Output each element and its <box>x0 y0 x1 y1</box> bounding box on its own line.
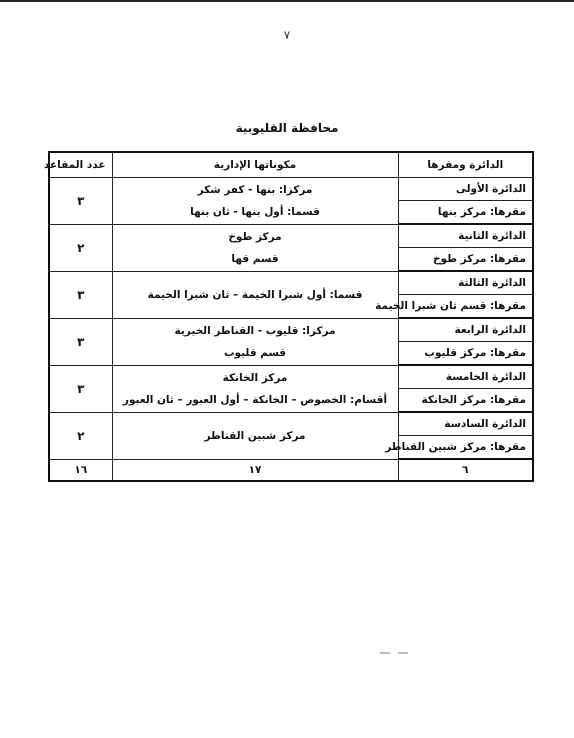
component-line: مركزا: قليوب - القناطر الخيرية <box>174 324 336 337</box>
seats-cell: ٢ <box>49 224 112 271</box>
components-cell <box>112 224 398 271</box>
total-circuits: ٦ <box>398 459 533 481</box>
total-components: ١٧ <box>112 459 398 481</box>
component-line: مركز الخانكة <box>222 371 288 384</box>
component-line: أقسام: الخصوص – الخانكة – أول العبور – ثان العبور <box>122 393 388 406</box>
component-line: مركز شبين القناطر <box>204 429 306 442</box>
seats-cell: ٢ <box>49 412 112 459</box>
circuit-name: الدائرة السادسة <box>398 412 533 436</box>
table-body <box>49 178 533 482</box>
circuit-seat: مقرها: مركز شبين القناطر <box>398 436 533 460</box>
scan-mark <box>398 652 408 654</box>
components-cell <box>112 271 398 318</box>
circuit-seat: مقرها: مركز بنها <box>398 201 533 225</box>
seats-cell: ٣ <box>49 365 112 412</box>
seats-cell: ٣ <box>49 318 112 365</box>
table-row <box>49 318 533 342</box>
components-cell <box>112 412 398 459</box>
seats-cell: ٣ <box>49 271 112 318</box>
circuit-name: الدائرة الثانية <box>398 224 533 248</box>
header-components: مكوناتها الإدارية <box>112 152 398 178</box>
circuit-seat: مقرها: مركز قليوب <box>398 342 533 366</box>
component-line: قسم قليوب <box>223 346 287 359</box>
table-row <box>49 365 533 389</box>
header-seats: عدد المقاعد <box>49 152 112 178</box>
header-circuit: الدائرة ومقرها <box>398 152 533 178</box>
scan-mark <box>380 652 390 654</box>
circuits-table <box>43 151 534 482</box>
components-cell <box>112 318 398 365</box>
seats-cell: ٣ <box>49 178 112 225</box>
total-seats: ١٦ <box>49 459 112 481</box>
table-row <box>49 224 533 248</box>
component-line: قسما: أول بنها - ثان بنها <box>190 205 320 218</box>
table-row <box>49 412 533 436</box>
circuit-seat: مقرها: مركز طوخ <box>398 248 533 272</box>
circuit-seat: مقرها: قسم ثان شبرا الخيمة <box>398 295 533 319</box>
top-border-line <box>0 0 574 2</box>
components-cell <box>112 178 398 225</box>
components-cell <box>112 365 398 412</box>
component-line: مركزا: بنها - كفر شكر <box>197 183 313 196</box>
circuit-name: الدائرة الخامسة <box>398 365 533 389</box>
table-row <box>49 271 533 295</box>
circuit-name: الدائرة الأولى <box>398 178 533 201</box>
component-line: قسم قها <box>231 252 279 265</box>
component-line: قسما: أول شبرا الخيمة – ثان شبرا الخيمة <box>147 288 363 301</box>
page-number: ٧ <box>283 28 291 42</box>
totals-row <box>49 459 533 481</box>
page-title: محافظة القليوبية <box>235 121 339 135</box>
circuit-name: الدائرة الثالثة <box>398 271 533 295</box>
table-header-row <box>49 152 533 178</box>
circuit-name: الدائرة الرابعة <box>398 318 533 342</box>
component-line: مركز طوخ <box>228 230 282 243</box>
table-row <box>49 178 533 201</box>
circuit-seat: مقرها: مركز الخانكة <box>398 389 533 413</box>
